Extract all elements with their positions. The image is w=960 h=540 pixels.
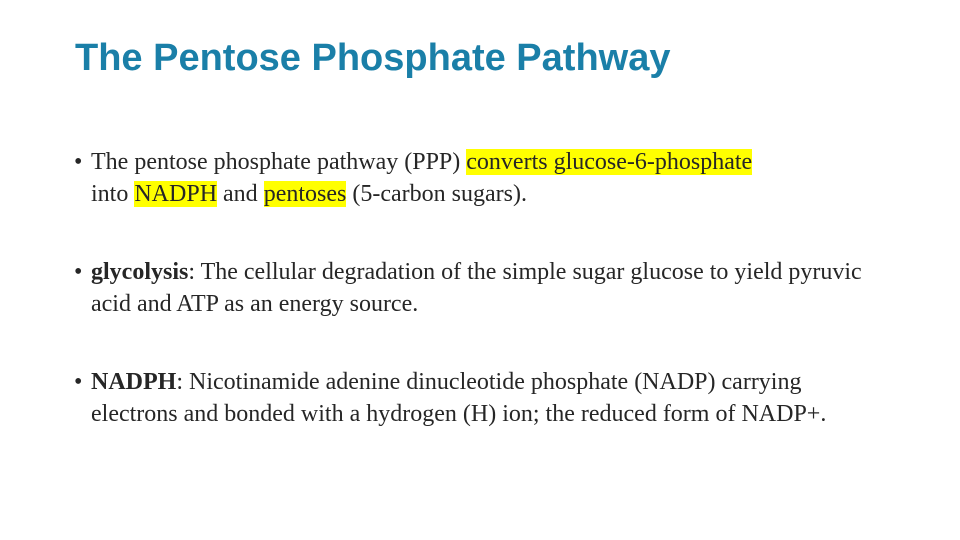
bullet-nadph bbox=[74, 366, 894, 430]
bullet-marker: • bbox=[74, 259, 83, 285]
definition-glycolysis: : The cellular degradation of the simple sugar glucose to yield pyruvic acid and ATP as an energy source. bbox=[91, 259, 862, 317]
bullet-text: (5-carbon sugars). bbox=[346, 181, 527, 207]
bullet-text: and bbox=[217, 181, 264, 207]
term-nadph: NADPH bbox=[91, 369, 177, 395]
bullet-glycolysis bbox=[74, 256, 894, 320]
bullet-ppp-overview bbox=[74, 146, 894, 210]
bullet-marker: • bbox=[74, 149, 83, 175]
bullet-marker: • bbox=[74, 369, 83, 395]
term-glycolysis: glycolysis bbox=[91, 259, 189, 285]
slide-title: The Pentose Phosphate Pathway bbox=[75, 37, 671, 79]
definition-nadph: : Nicotinamide adenine dinucleotide phosphate (NADP) carrying electrons and bonded with a hydrogen (H) ion; the reduced form of NADP+. bbox=[91, 369, 827, 427]
bullet-text: into bbox=[91, 181, 135, 207]
highlight-pentoses: pentoses bbox=[263, 181, 347, 207]
highlight-converts: converts glucose-6-phosphate bbox=[466, 149, 753, 175]
highlight-nadph: NADPH bbox=[134, 181, 218, 207]
bullet-text: The pentose phosphate pathway (PPP) bbox=[91, 149, 467, 175]
bullet-list bbox=[74, 146, 894, 430]
